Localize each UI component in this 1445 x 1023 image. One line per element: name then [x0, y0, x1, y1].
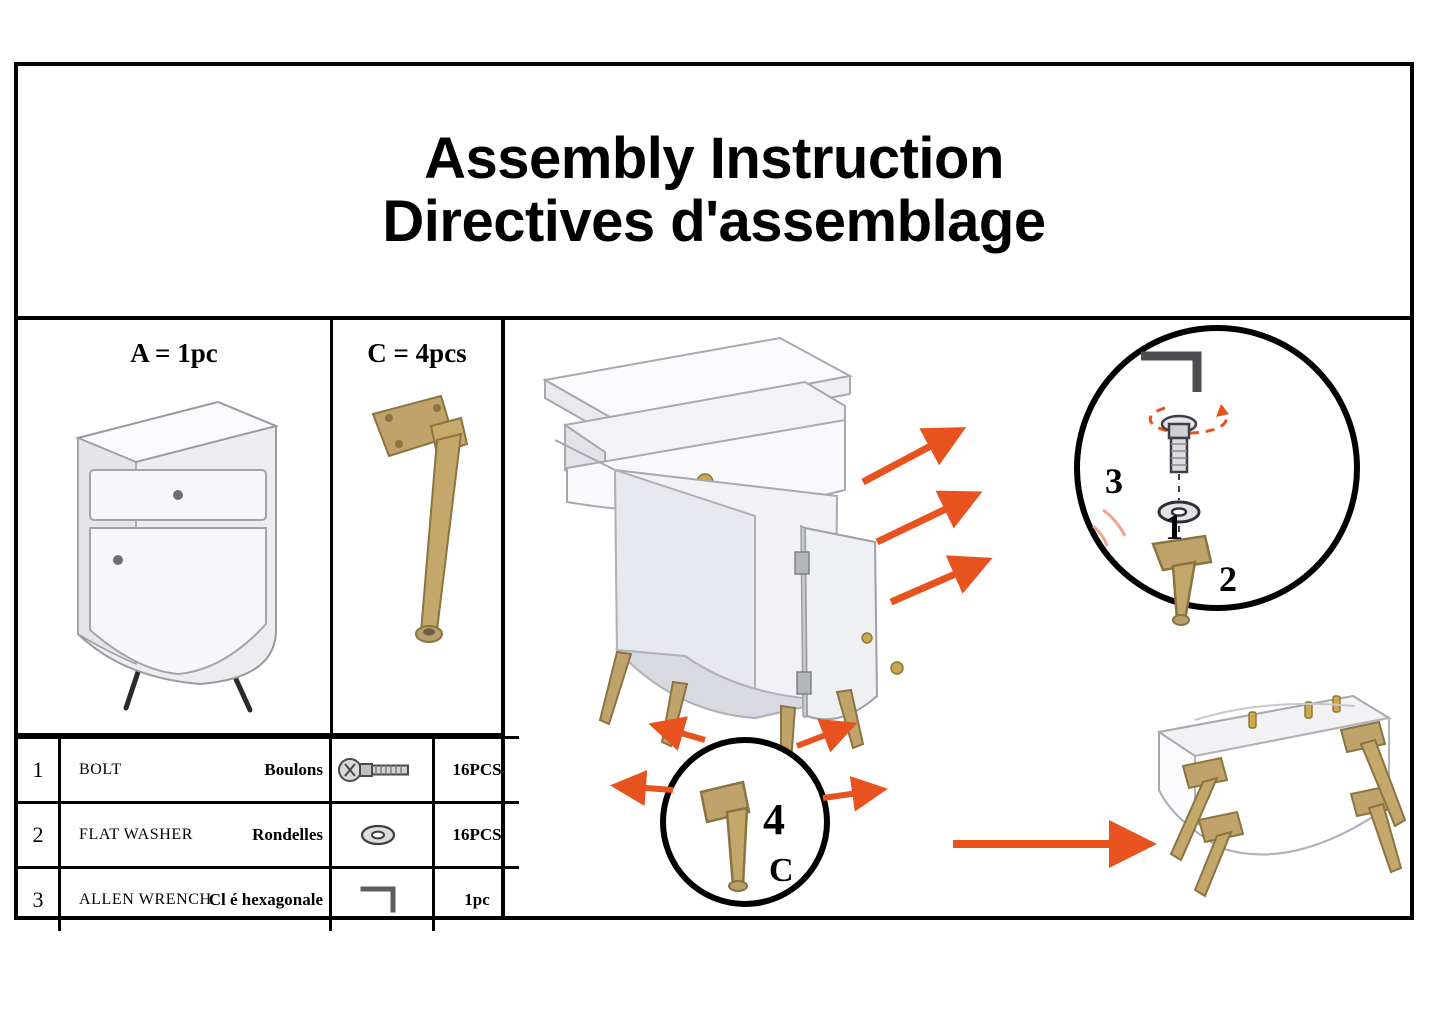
hw-index: 1	[18, 738, 60, 803]
hw-qty: 16PCS	[434, 803, 520, 868]
assembly-diagram	[505, 320, 1410, 916]
hw-name-en: FLAT WASHER	[79, 826, 194, 843]
assembly-arrows	[863, 432, 983, 602]
part-a-label: A = 1pc	[130, 338, 218, 368]
leg-count-label: 4	[763, 795, 785, 844]
instruction-sheet	[14, 62, 1414, 920]
hw-name-fr: Cl é hexagonale	[208, 890, 323, 909]
hw-index: 3	[18, 868, 60, 932]
callout-3: 3	[1105, 461, 1123, 501]
hw-name-en: ALLEN WRENCH	[79, 891, 212, 908]
leg-part-label: C	[769, 852, 794, 889]
hw-qty: 1pc	[434, 868, 520, 932]
cabinet-illustration	[545, 338, 903, 762]
hw-name-fr: Rondelles	[252, 825, 323, 844]
table-row	[18, 868, 519, 932]
part-c-label: C = 4pcs	[367, 338, 467, 368]
assembly-diagram-panel	[505, 320, 1410, 916]
part-cell-c	[333, 320, 501, 736]
part-cell-a	[18, 320, 333, 736]
hw-qty: 16PCS	[434, 738, 520, 803]
part-a-illustration	[18, 378, 330, 727]
hw-index: 2	[18, 803, 60, 868]
hw-names	[60, 803, 331, 868]
part-c-illustration	[333, 378, 501, 727]
allen-wrench-icon	[331, 868, 434, 932]
page-title-fr: Directives d'assemblage	[382, 189, 1046, 254]
table-row	[18, 803, 519, 868]
washer-icon	[331, 803, 434, 868]
hardware-table	[18, 736, 519, 931]
underside-illustration	[1159, 696, 1405, 896]
hw-names	[60, 868, 331, 932]
callout-2: 2	[1219, 559, 1237, 599]
parts-column	[18, 320, 505, 920]
bolt-icon	[331, 738, 434, 803]
title-block	[18, 66, 1410, 320]
table-row	[18, 738, 519, 803]
hw-names	[60, 738, 331, 803]
page-title-en: Assembly Instruction	[424, 126, 1004, 192]
callout-1: 1	[1165, 507, 1183, 547]
parts-row	[18, 320, 501, 736]
hw-name-fr: Boulons	[264, 760, 323, 779]
hw-name-en: BOLT	[79, 761, 122, 778]
leg-count-circle	[663, 740, 827, 904]
